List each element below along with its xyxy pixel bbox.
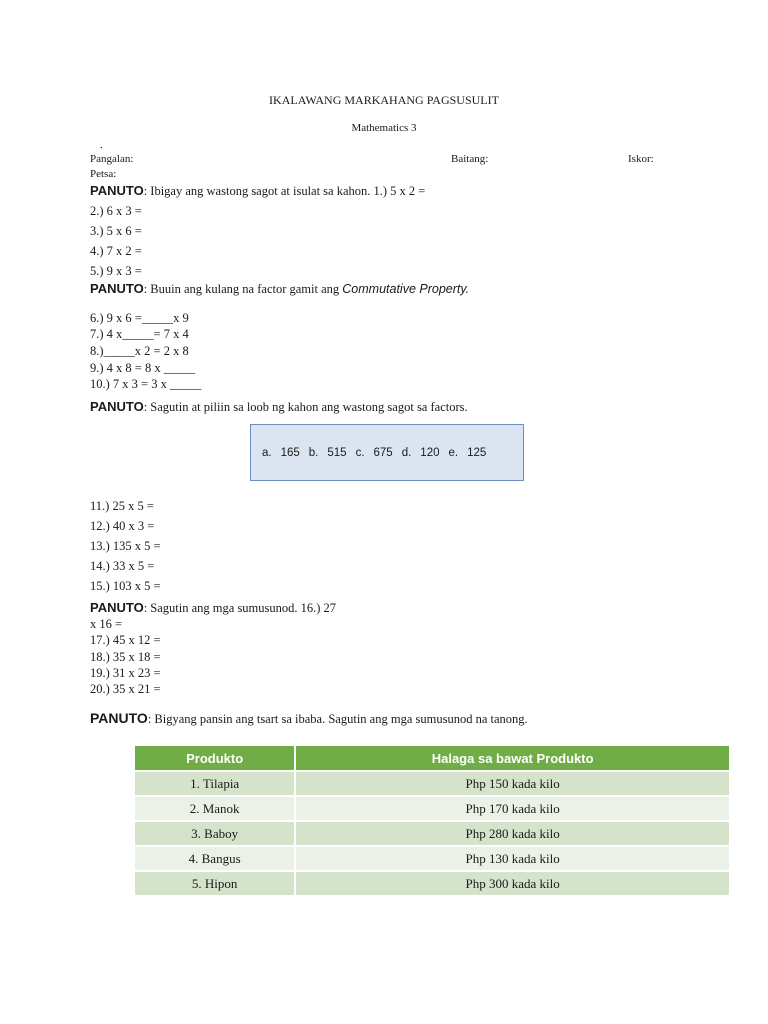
choice-value: 515 — [327, 446, 347, 459]
section5-instruction — [90, 710, 528, 727]
question-item: 19.) 31 x 23 = — [90, 666, 161, 680]
choice-value: 125 — [467, 446, 487, 459]
date-label: Petsa: — [90, 168, 117, 180]
section4-instruction — [90, 600, 336, 616]
choice-letter: b. — [308, 446, 319, 459]
product-cell: 3. Baboy — [135, 822, 296, 845]
choice-value: 675 — [373, 446, 393, 459]
answer-choices-box — [250, 424, 524, 481]
panuto-label: PANUTO — [90, 183, 144, 198]
table-row — [135, 847, 729, 870]
commutative-property-text: Commutative Property. — [342, 282, 470, 296]
question-item: 2.) 6 x 3 = — [90, 204, 142, 218]
section2-instruction — [90, 281, 469, 297]
column-header-price: Halaga sa bawat Produkto — [296, 746, 729, 770]
question-item: 17.) 45 x 12 = — [90, 633, 161, 647]
instruction-text: : Ibigay ang wastong sagot at isulat sa kahon. 1.) 5 x 2 = — [143, 184, 426, 198]
question-item: 14.) 33 x 5 = — [90, 559, 155, 573]
section3-instruction — [90, 399, 468, 415]
table-row — [135, 822, 729, 845]
table-row — [135, 872, 729, 895]
choice-value: 165 — [280, 446, 300, 459]
section1-instruction — [90, 183, 425, 199]
choice-letter: c. — [355, 446, 365, 459]
panuto-label: PANUTO — [90, 399, 144, 414]
question-item: 6.) 9 x 6 =_____x 9 — [90, 311, 189, 325]
price-cell: Php 280 kada kilo — [296, 822, 729, 845]
question-item: 10.) 7 x 3 = 3 x _____ — [90, 377, 202, 391]
price-cell: Php 150 kada kilo — [296, 772, 729, 795]
product-price-table — [135, 744, 729, 897]
instruction-text: : Buuin ang kulang na factor gamit ang — [143, 282, 343, 296]
name-label: Pangalan: — [90, 153, 134, 165]
panuto-label: PANUTO — [90, 600, 144, 615]
question-item: 20.) 35 x 21 = — [90, 682, 161, 696]
choice-letter: d. — [401, 446, 412, 459]
product-cell: 1. Tilapia — [135, 772, 296, 795]
product-cell: 5. Hipon — [135, 872, 296, 895]
question-item: 13.) 135 x 5 = — [90, 539, 161, 553]
question-item: 18.) 35 x 18 = — [90, 650, 161, 664]
question-item: x 16 = — [90, 617, 123, 631]
product-cell: 2. Manok — [135, 797, 296, 820]
question-item: 11.) 25 x 5 = — [90, 499, 154, 513]
grade-label: Baitang: — [451, 153, 489, 165]
score-label: Iskor: — [628, 153, 654, 165]
instruction-text: : Bigyang pansin ang tsart sa ibaba. Sagutin ang mga sumusunod na tanong. — [147, 712, 528, 726]
question-item: 8.)_____x 2 = 2 x 8 — [90, 344, 189, 358]
dot-mark: . — [100, 139, 103, 151]
exam-title: IKALAWANG MARKAHANG PAGSUSULIT — [269, 93, 499, 107]
choice-value: 120 — [420, 446, 440, 459]
table-header-row — [135, 746, 729, 770]
question-item: 12.) 40 x 3 = — [90, 519, 155, 533]
question-item: 15.) 103 x 5 = — [90, 579, 161, 593]
table-row — [135, 772, 729, 795]
question-item: 9.) 4 x 8 = 8 x _____ — [90, 361, 195, 375]
instruction-text: : Sagutin at piliin sa loob ng kahon ang wastong sagot sa factors. — [143, 400, 468, 414]
price-cell: Php 130 kada kilo — [296, 847, 729, 870]
panuto-label: PANUTO — [90, 710, 148, 726]
instruction-text: : Sagutin ang mga sumusunod. 16.) 27 — [143, 601, 337, 615]
column-header-product: Produkto — [135, 746, 296, 770]
price-cell: Php 170 kada kilo — [296, 797, 729, 820]
panuto-label: PANUTO — [90, 281, 144, 296]
question-item: 5.) 9 x 3 = — [90, 264, 142, 278]
choice-letter: e. — [448, 446, 459, 459]
product-cell: 4. Bangus — [135, 847, 296, 870]
question-item: 3.) 5 x 6 = — [90, 224, 142, 238]
price-cell: Php 300 kada kilo — [296, 872, 729, 895]
question-item: 4.) 7 x 2 = — [90, 244, 142, 258]
table-row — [135, 797, 729, 820]
subject-title: Mathematics 3 — [351, 122, 417, 134]
question-item: 7.) 4 x_____= 7 x 4 — [90, 327, 189, 341]
choice-letter: a. — [262, 446, 272, 459]
